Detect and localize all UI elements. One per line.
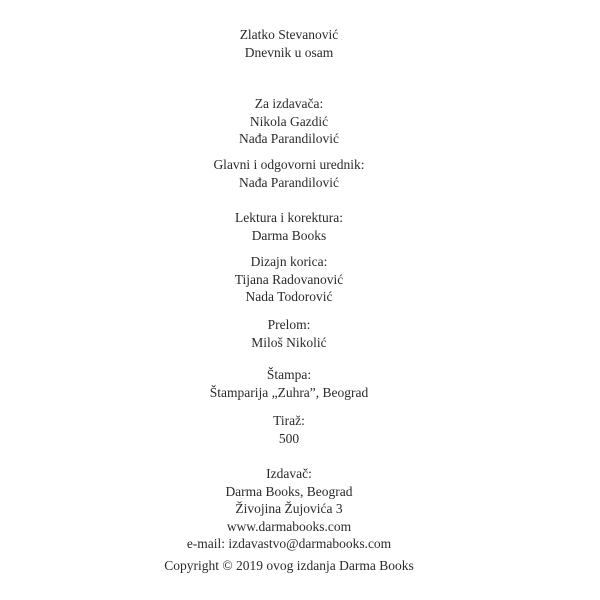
copyright-block [0,557,578,575]
cover-design-block [0,253,578,306]
layout-name: Miloš Nikolić [251,334,327,350]
for-publisher-name: Nikola Gazdić [249,113,329,129]
proofreading-block [0,209,578,244]
print-run-heading: Tiraž: [273,413,305,428]
cover-design-name: Nada Todorović [245,289,333,304]
publisher-address: Živojina Žujovića 3 [235,501,343,516]
print-run-block [0,412,578,447]
for-publisher-heading: Za izdavača: [254,96,324,111]
printing-name: Štamparija „Zuhra”, Beograd [209,384,369,400]
layout-heading: Prelom: [267,317,311,332]
publisher-email: e-mail: izdavastvo@darmabooks.com [186,536,392,551]
publisher-heading: Izdavač: [266,466,312,481]
publisher-website: www.darmabooks.com [226,518,352,534]
layout-block [0,316,578,351]
author-name: Zlatko Stevanović [239,27,339,42]
publisher-block [0,465,578,553]
editor-heading: Glavni i odgovorni urednik: [213,157,365,172]
cover-design-heading: Dizajn korica: [250,254,328,269]
for-publisher-block [0,95,578,148]
book-title: Dnevnik u osam [244,44,334,60]
proofreading-name: Darma Books [251,227,327,243]
cover-design-name: Tijana Radovanović [234,271,344,287]
editor-name: Nađa Parandilović [238,174,340,190]
for-publisher-name: Nađa Parandilović [238,131,340,146]
editor-block [0,156,578,191]
printing-block [0,366,578,401]
author-block [0,26,578,61]
print-run-value: 500 [278,430,300,446]
copyright-notice: Copyright © 2019 ovog izdanja Darma Books [164,558,414,573]
publisher-name-city: Darma Books, Beograd [225,483,353,499]
printing-heading: Štampa: [266,367,312,382]
proofreading-heading: Lektura i korektura: [235,210,343,225]
